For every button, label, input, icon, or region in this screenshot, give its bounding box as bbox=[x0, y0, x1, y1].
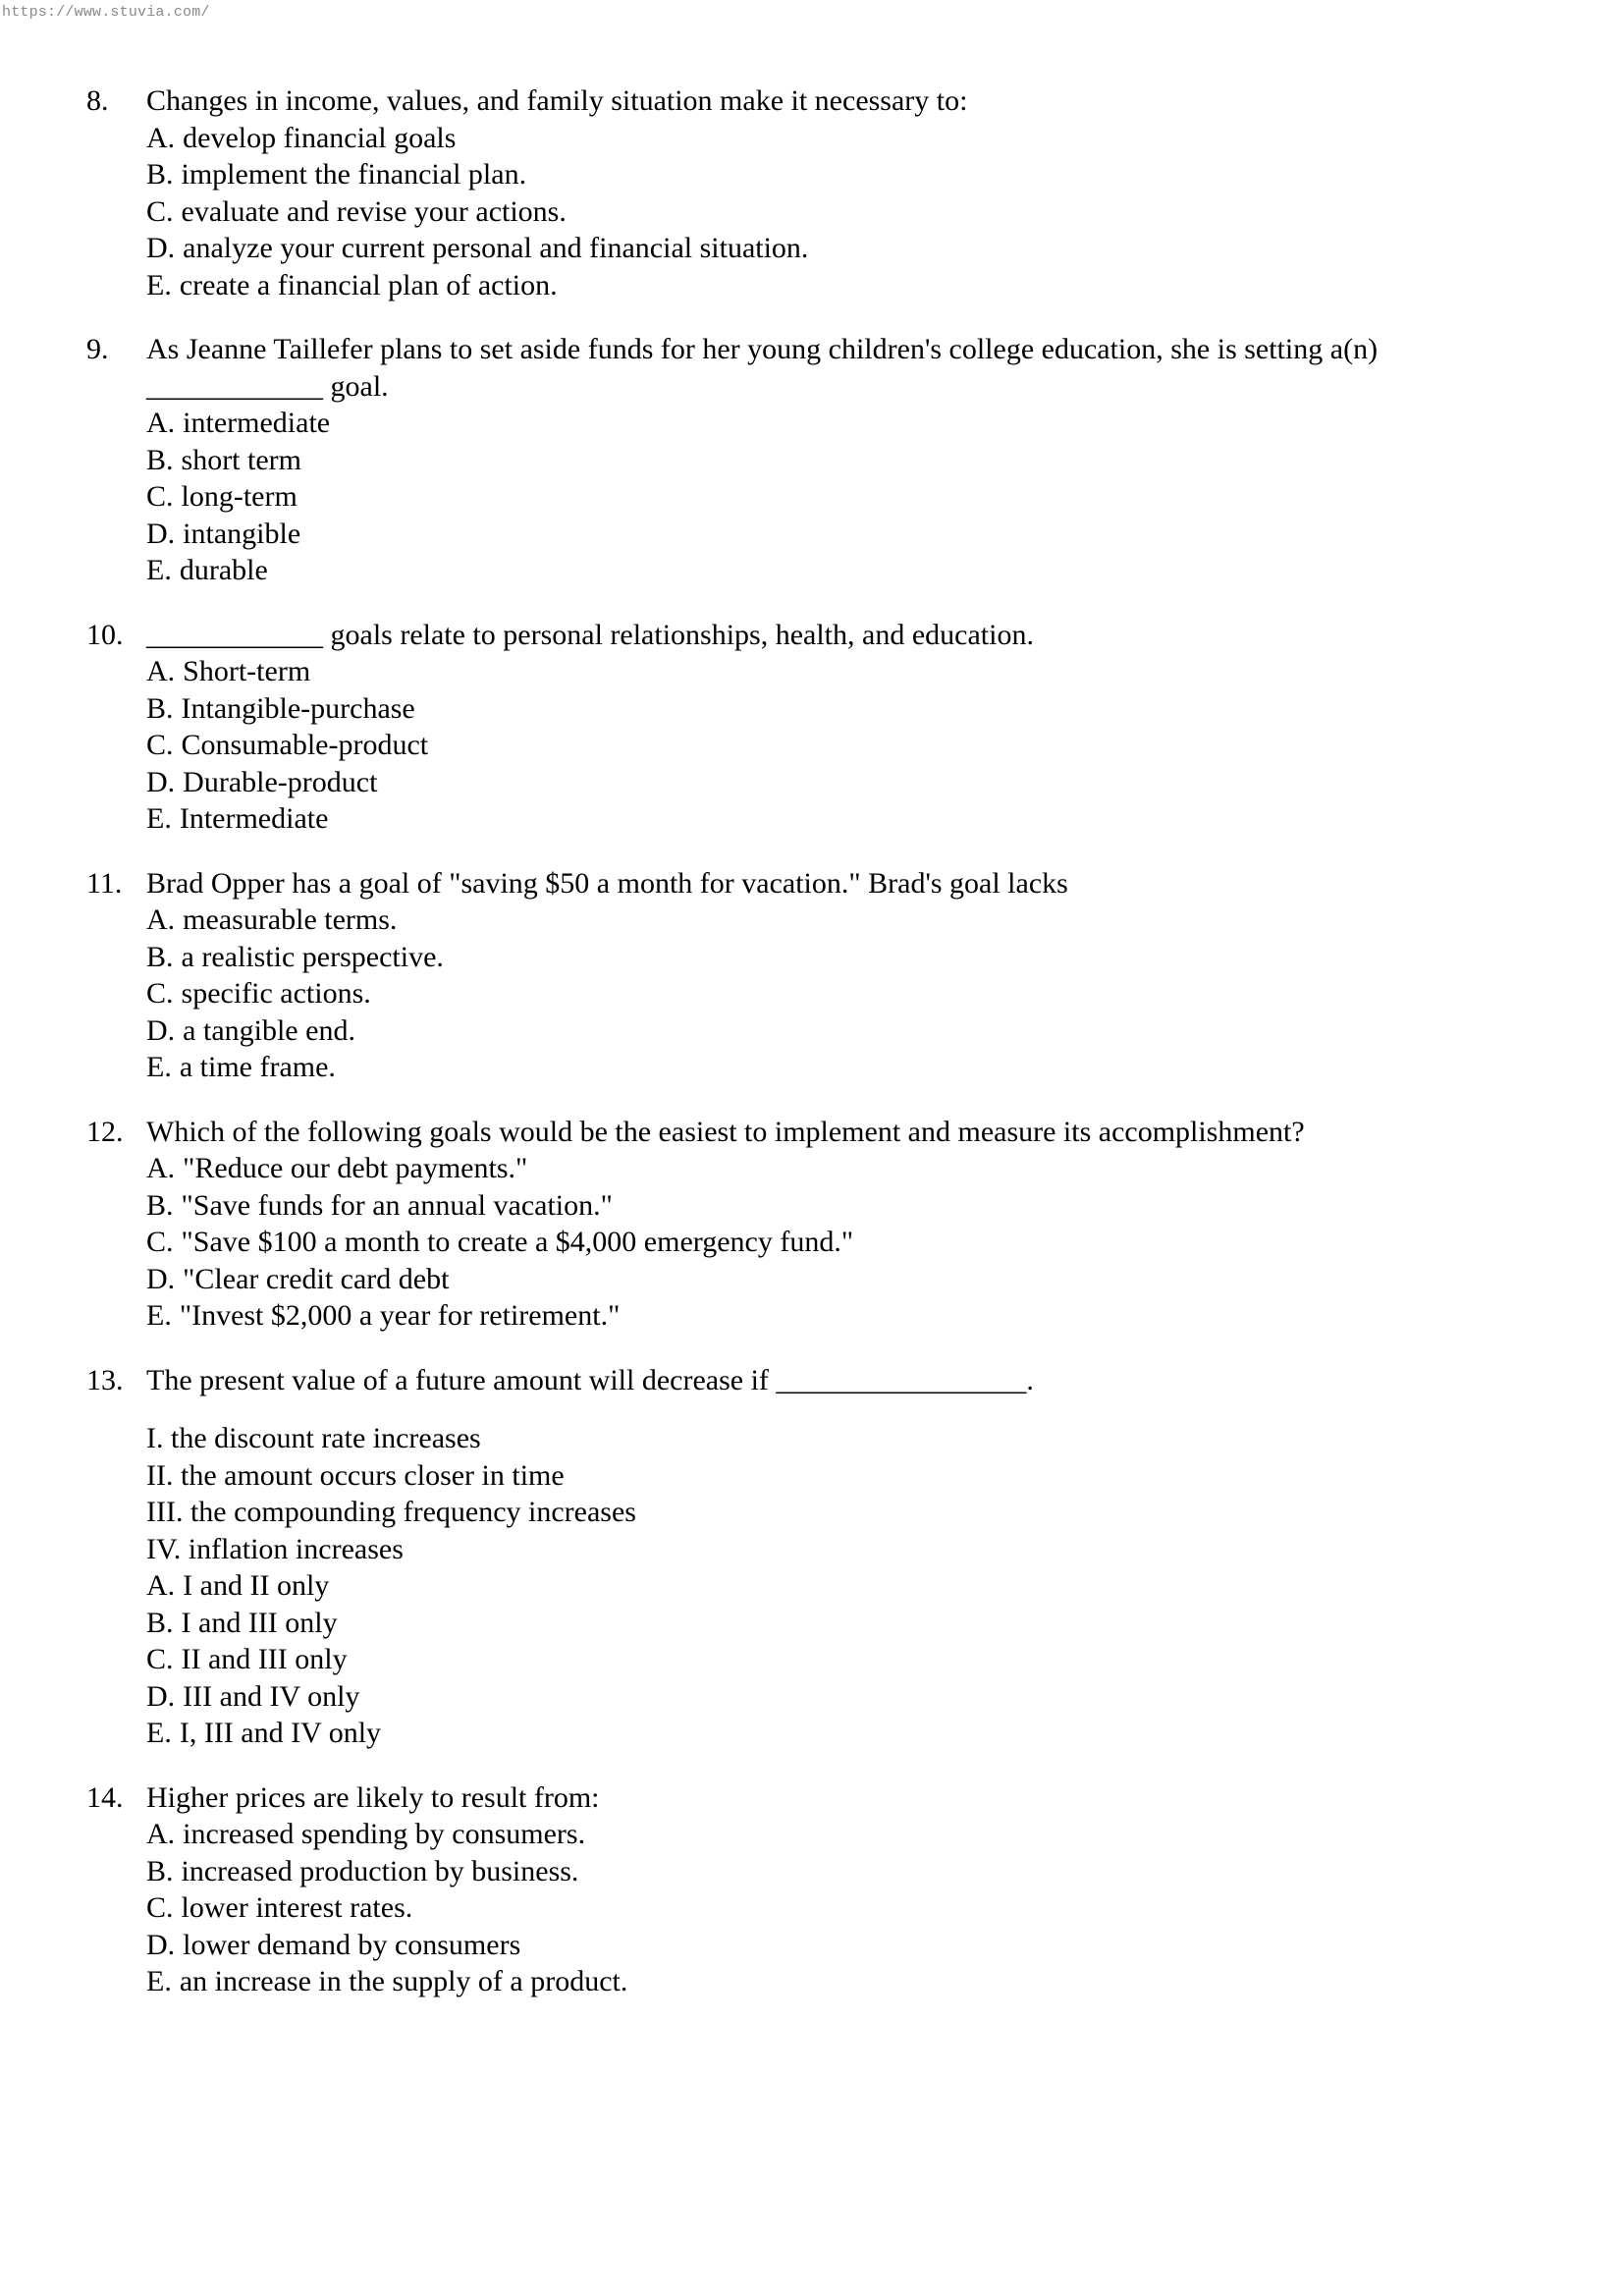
answer-blank: ____________ bbox=[146, 369, 323, 403]
option-text: analyze your current personal and financial situation. bbox=[183, 232, 809, 264]
option-b bbox=[146, 156, 1559, 193]
option-letter: E. bbox=[146, 1299, 172, 1332]
option-text: "Invest $2,000 a year for retirement." bbox=[179, 1299, 621, 1332]
option-e bbox=[146, 1715, 1559, 1752]
option-c bbox=[146, 193, 1559, 231]
option-text: lower demand by consumers bbox=[183, 1928, 521, 1961]
statement-iii: III. the compounding frequency increases bbox=[146, 1496, 636, 1528]
option-letter: E. bbox=[146, 268, 172, 301]
question-number: 8. bbox=[86, 84, 109, 117]
option-b bbox=[146, 1187, 1559, 1225]
option-a bbox=[146, 902, 1559, 939]
option-letter: C. bbox=[146, 194, 174, 228]
option-b bbox=[146, 1853, 1559, 1890]
option-text: I, III and IV only bbox=[179, 1717, 382, 1749]
option-d bbox=[146, 516, 1559, 553]
option-letter: D. bbox=[146, 1928, 176, 1961]
option-letter: C. bbox=[146, 1891, 174, 1924]
question-number: 13. bbox=[86, 1363, 124, 1396]
option-a bbox=[146, 405, 1559, 442]
option-letter: B. bbox=[146, 158, 174, 191]
question-text-head: The present value of a future amount will decrease if bbox=[146, 1363, 777, 1396]
option-c bbox=[146, 1889, 1559, 1927]
question-text-tail: goal. bbox=[323, 369, 389, 403]
option-text: Intangible-purchase bbox=[181, 691, 415, 725]
options-list bbox=[146, 405, 1559, 589]
option-letter: A. bbox=[146, 1569, 176, 1602]
quiz-page bbox=[86, 82, 1559, 2028]
option-letter: A. bbox=[146, 903, 176, 936]
option-text: Intermediate bbox=[179, 802, 329, 835]
answer-blank: _________________ bbox=[776, 1363, 1027, 1396]
option-letter: A. bbox=[146, 407, 176, 439]
option-letter: E. bbox=[146, 554, 172, 586]
option-d bbox=[146, 230, 1559, 267]
option-text: an increase in the supply of a product. bbox=[179, 1965, 628, 1997]
option-text: intangible bbox=[183, 517, 301, 550]
option-text: increased spending by consumers. bbox=[183, 1818, 586, 1850]
question-text: Changes in income, values, and family situation make it necessary to: bbox=[146, 84, 968, 117]
option-letter: B. bbox=[146, 1606, 174, 1639]
option-letter: B. bbox=[146, 940, 174, 973]
options-list bbox=[146, 1816, 1559, 2000]
question-text: Brad Opper has a goal of "saving $50 a month for vacation." Brad's goal lacks bbox=[146, 866, 1068, 900]
statement-ii: II. the amount occurs closer in time bbox=[146, 1458, 565, 1492]
option-text: III and IV only bbox=[183, 1679, 360, 1713]
options-list bbox=[146, 120, 1559, 304]
option-letter: C. bbox=[146, 1643, 174, 1675]
option-text: a time frame. bbox=[179, 1051, 336, 1083]
option-letter: D. bbox=[146, 517, 176, 550]
option-letter: C. bbox=[146, 729, 174, 761]
option-c bbox=[146, 727, 1559, 764]
option-text: Consumable-product bbox=[181, 729, 429, 761]
option-text: II and III only bbox=[181, 1643, 348, 1675]
option-e bbox=[146, 267, 1559, 304]
question-number: 11. bbox=[86, 866, 123, 900]
option-b bbox=[146, 690, 1559, 728]
option-text: measurable terms. bbox=[183, 903, 398, 936]
question-12 bbox=[86, 1114, 1559, 1335]
option-text: intermediate bbox=[183, 407, 331, 439]
question-text bbox=[146, 1362, 1559, 1399]
option-letter: C. bbox=[146, 977, 174, 1010]
option-e bbox=[146, 800, 1559, 838]
option-letter: A. bbox=[146, 1818, 176, 1850]
option-text: increased production by business. bbox=[181, 1854, 579, 1887]
option-letter: D. bbox=[146, 1679, 176, 1713]
question-14 bbox=[86, 1779, 1559, 2000]
source-url-header: https://www.stuvia.com/ bbox=[2, 4, 210, 21]
option-e bbox=[146, 1963, 1559, 2000]
option-letter: A. bbox=[146, 1152, 176, 1184]
option-letter: D. bbox=[146, 1262, 176, 1295]
option-c bbox=[146, 1224, 1559, 1261]
option-text: lower interest rates. bbox=[181, 1891, 413, 1924]
option-text: I and III only bbox=[181, 1606, 338, 1639]
question-number: 12. bbox=[86, 1115, 124, 1148]
option-c bbox=[146, 975, 1559, 1012]
option-d bbox=[146, 1261, 1559, 1298]
option-letter: A. bbox=[146, 655, 176, 687]
question-number: 14. bbox=[86, 1780, 124, 1814]
option-text: develop financial goals bbox=[183, 121, 457, 154]
options-list bbox=[146, 902, 1559, 1086]
options-list bbox=[146, 1567, 1559, 1752]
option-e bbox=[146, 552, 1559, 589]
question-8 bbox=[86, 82, 1559, 303]
option-text: "Reduce our debt payments." bbox=[183, 1152, 528, 1184]
option-text: long-term bbox=[181, 480, 297, 513]
statement-i: I. the discount rate increases bbox=[146, 1422, 481, 1454]
option-a bbox=[146, 1150, 1559, 1187]
option-text: short term bbox=[181, 443, 301, 476]
option-d bbox=[146, 764, 1559, 801]
option-text: Durable-product bbox=[183, 765, 378, 798]
question-13 bbox=[86, 1362, 1559, 1752]
option-letter: A. bbox=[146, 121, 176, 154]
option-e bbox=[146, 1049, 1559, 1086]
option-text: "Save $100 a month to create a $4,000 emergency fund." bbox=[181, 1226, 854, 1258]
question-text: As Jeanne Taillefer plans to set aside funds for her young children's college education, she is setting a(n) bbox=[146, 333, 1379, 365]
option-text: specific actions. bbox=[181, 977, 371, 1010]
option-d bbox=[146, 1012, 1559, 1050]
answer-blank: ____________ bbox=[146, 618, 323, 651]
option-letter: D. bbox=[146, 1013, 176, 1047]
option-a bbox=[146, 1816, 1559, 1853]
option-letter: C. bbox=[146, 480, 174, 513]
option-text: evaluate and revise your actions. bbox=[181, 194, 567, 228]
option-text: I and II only bbox=[183, 1569, 330, 1602]
option-text: implement the financial plan. bbox=[181, 158, 527, 191]
question-11 bbox=[86, 865, 1559, 1086]
question-10 bbox=[86, 617, 1559, 838]
option-letter: B. bbox=[146, 1188, 174, 1222]
question-text: Higher prices are likely to result from: bbox=[146, 1780, 600, 1814]
option-d bbox=[146, 1927, 1559, 1964]
option-text: a realistic perspective. bbox=[181, 940, 444, 973]
option-letter: B. bbox=[146, 443, 174, 476]
option-text: Short-term bbox=[183, 655, 311, 687]
question-text-continuation bbox=[146, 368, 1559, 406]
option-letter: E. bbox=[146, 1965, 172, 1997]
question-text: Which of the following goals would be the easiest to implement and measure its accomplishment? bbox=[146, 1115, 1305, 1148]
option-letter: B. bbox=[146, 1854, 174, 1887]
option-e bbox=[146, 1297, 1559, 1335]
option-letter: C. bbox=[146, 1226, 174, 1258]
option-text: "Save funds for an annual vacation." bbox=[181, 1188, 613, 1222]
option-a bbox=[146, 120, 1559, 157]
options-list bbox=[146, 1150, 1559, 1335]
question-number: 9. bbox=[86, 333, 109, 365]
option-text: create a financial plan of action. bbox=[179, 268, 558, 301]
option-letter: D. bbox=[146, 765, 176, 798]
option-text: "Clear credit card debt bbox=[183, 1262, 450, 1295]
question-9 bbox=[86, 331, 1559, 589]
option-d bbox=[146, 1678, 1559, 1716]
option-letter: E. bbox=[146, 1051, 172, 1083]
option-a bbox=[146, 653, 1559, 690]
option-text: durable bbox=[179, 554, 268, 586]
option-b bbox=[146, 939, 1559, 976]
statement-iv: IV. inflation increases bbox=[146, 1532, 404, 1565]
option-text: a tangible end. bbox=[183, 1013, 355, 1047]
option-letter: E. bbox=[146, 1717, 172, 1749]
option-b bbox=[146, 1605, 1559, 1642]
statements-list bbox=[146, 1420, 1559, 1567]
question-text-tail: . bbox=[1026, 1363, 1034, 1396]
options-list bbox=[146, 653, 1559, 838]
option-c bbox=[146, 1641, 1559, 1678]
option-letter: E. bbox=[146, 802, 172, 835]
option-c bbox=[146, 478, 1559, 516]
question-text-tail: goals relate to personal relationships, health, and education. bbox=[323, 618, 1034, 651]
question-text bbox=[146, 617, 1559, 654]
option-letter: D. bbox=[146, 232, 176, 264]
option-letter: B. bbox=[146, 691, 174, 725]
question-number: 10. bbox=[86, 618, 124, 651]
option-b bbox=[146, 442, 1559, 479]
option-a bbox=[146, 1567, 1559, 1605]
